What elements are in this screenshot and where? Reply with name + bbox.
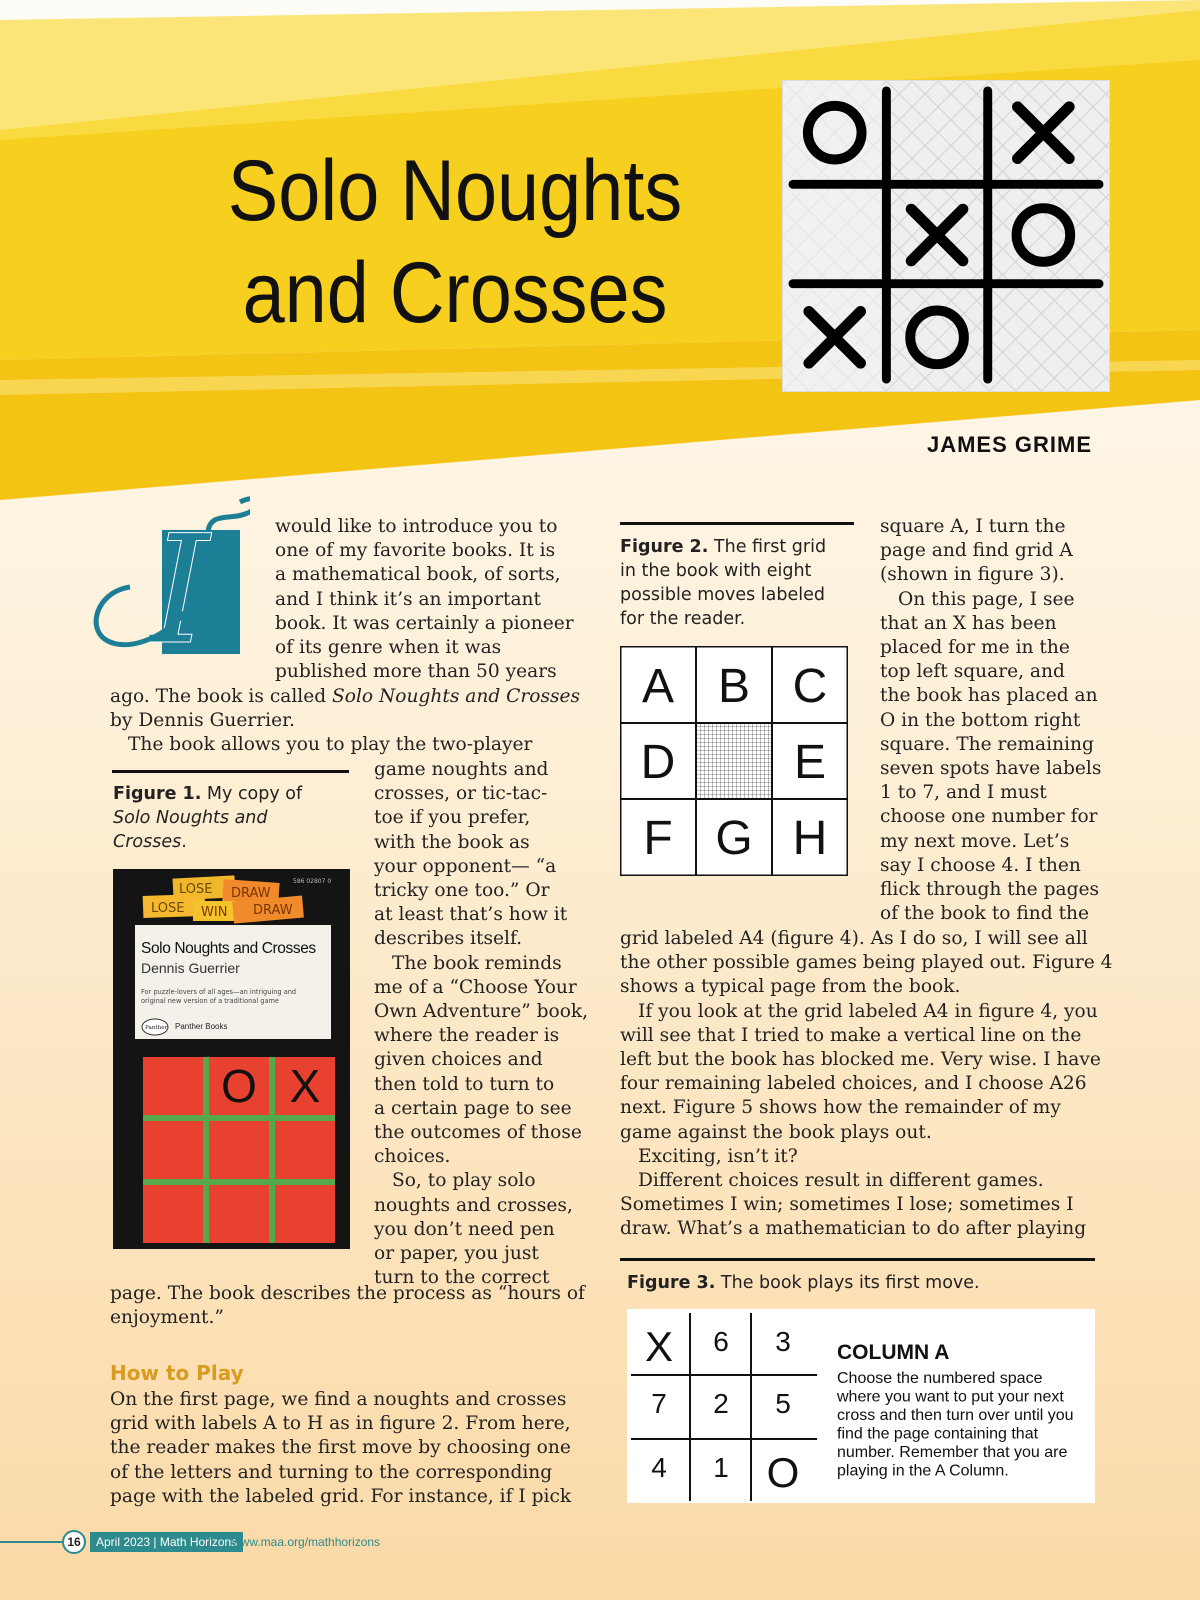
text-line: tricky one too.” Or bbox=[374, 880, 550, 902]
text-line: published more than 50 years bbox=[275, 661, 557, 683]
book-title: Solo Noughts and Crosses bbox=[141, 940, 316, 957]
column1-after-text bbox=[110, 1282, 585, 1330]
page-number: 16 bbox=[62, 1530, 86, 1554]
board-square bbox=[275, 1185, 335, 1243]
text-line bbox=[110, 685, 580, 709]
text-line: the outcomes of those bbox=[374, 1122, 582, 1144]
figure3-image bbox=[627, 1309, 1095, 1503]
instruction-line: find the page containing that bbox=[837, 1425, 1039, 1443]
grid-number: 1 bbox=[713, 1452, 729, 1483]
issue-label: April 2023 | Math Horizons bbox=[90, 1532, 243, 1552]
text-line: Sometimes I win; sometimes I lose; sometimes I bbox=[620, 1194, 1074, 1216]
text-line: Exciting, isn’t it? bbox=[638, 1145, 798, 1167]
bookmark-tab-label: DRAW bbox=[231, 886, 271, 901]
figure2-caption bbox=[620, 535, 860, 631]
text-line: a certain page to see bbox=[374, 1097, 572, 1119]
text-line: game noughts and bbox=[374, 759, 549, 780]
figure3-instructions bbox=[836, 1370, 1074, 1480]
instruction-line: cross and then turn over until you bbox=[837, 1407, 1074, 1424]
text-line: 1 to 7, and I must bbox=[880, 782, 1047, 804]
bookmark-tab-label: WIN bbox=[201, 905, 228, 920]
caption-text: The book plays its first move. bbox=[715, 1273, 980, 1293]
grid-label: G bbox=[715, 812, 753, 865]
text-line: top left square, and bbox=[880, 661, 1065, 683]
text-line: the other possible games being played out. Figure 4 bbox=[620, 952, 1113, 974]
figure2-label: Figure 2. bbox=[620, 537, 709, 557]
text-line: the reader makes the first move by choosing one bbox=[110, 1437, 571, 1459]
text-line: a mathematical book, of sorts, bbox=[275, 564, 561, 586]
caption-text: The first grid bbox=[708, 537, 827, 557]
text-line: page and find grid A bbox=[880, 540, 1073, 562]
text-line: left but the book has blocked me. Very wise. I have bbox=[620, 1049, 1101, 1071]
column1-text bbox=[110, 685, 580, 758]
board-grid-line bbox=[143, 1179, 335, 1185]
caption-line bbox=[113, 806, 353, 830]
text-line: at least that’s how it bbox=[374, 904, 568, 926]
figure1-label: Figure 1. bbox=[113, 784, 202, 804]
text-line: of the letters and turning to the corresponding bbox=[110, 1461, 553, 1483]
text-line: or paper, you just bbox=[374, 1243, 539, 1265]
caption-line: in the book with eight bbox=[620, 561, 812, 581]
caption-line bbox=[620, 535, 860, 559]
instruction-line: where you want to put your next bbox=[837, 1388, 1064, 1406]
book-publisher: Panther Books bbox=[175, 1022, 228, 1031]
grid-label: C bbox=[792, 660, 828, 713]
grid-label: A bbox=[641, 660, 675, 713]
instruction-line: playing in the A Column. bbox=[837, 1462, 1009, 1480]
title-line-2: and Crosses bbox=[242, 245, 668, 341]
grid-label: E bbox=[793, 736, 827, 789]
text-line: square. The remaining bbox=[880, 733, 1094, 755]
grid-mark: X bbox=[644, 1323, 674, 1370]
board-grid-line bbox=[203, 1057, 209, 1243]
svg-text:I: I bbox=[150, 504, 210, 662]
figure3-caption bbox=[627, 1271, 1097, 1295]
instruction-line: number. Remember that you are bbox=[837, 1444, 1068, 1461]
text-line: noughts and crosses, bbox=[374, 1194, 573, 1216]
text-line: my next move. Let’s bbox=[880, 830, 1070, 852]
grid-label: D bbox=[640, 736, 676, 789]
footer-rule bbox=[0, 1541, 64, 1543]
figure1-caption bbox=[113, 782, 353, 854]
board-square bbox=[143, 1185, 203, 1243]
column3-narrow-text bbox=[880, 515, 1101, 926]
drop-cap-letter bbox=[90, 492, 250, 662]
text-line: where the reader is bbox=[374, 1025, 560, 1047]
text-line: book. It was certainly a pioneer bbox=[275, 612, 574, 634]
text-line: choose one number for bbox=[880, 806, 1098, 828]
text-line: next. Figure 5 shows how the remainder of my bbox=[620, 1097, 1061, 1119]
text-line: enjoyment.” bbox=[110, 1307, 224, 1329]
figure2-rule bbox=[620, 522, 854, 525]
grid-number: 4 bbox=[651, 1452, 667, 1483]
board-letter: O bbox=[221, 1060, 257, 1112]
text-line: The book reminds bbox=[392, 952, 562, 974]
text-line: (shown in figure 3). bbox=[880, 564, 1065, 586]
figure3-rule bbox=[620, 1258, 1095, 1261]
board-square bbox=[209, 1121, 269, 1179]
text-line: placed for me in the bbox=[880, 637, 1070, 659]
caption-line bbox=[113, 830, 353, 854]
grid-mark: O bbox=[766, 1449, 800, 1496]
grid-number: 3 bbox=[775, 1326, 791, 1357]
board-letter: X bbox=[289, 1060, 321, 1112]
text-line: flick through the pages bbox=[880, 879, 1100, 901]
book-tagline: For puzzle-lovers of all ages—an intriguing and bbox=[141, 988, 297, 996]
article-title bbox=[187, 140, 724, 344]
text-line: with the book as bbox=[374, 831, 530, 853]
text-line: will see that I tried to make a vertical line on the bbox=[620, 1024, 1082, 1046]
text-line: by Dennis Guerrier. bbox=[110, 710, 295, 732]
text-line: me of a “Choose Your bbox=[374, 976, 577, 998]
grid-number: 2 bbox=[713, 1388, 729, 1419]
figure3-grid bbox=[627, 1309, 1095, 1503]
text-line: the book has placed an bbox=[880, 685, 1098, 707]
text-line: page with the labeled grid. For instance, if I pick bbox=[110, 1485, 572, 1507]
text-line: On this page, I see bbox=[898, 588, 1075, 610]
figure1-rule bbox=[112, 770, 349, 773]
figure3-label: Figure 3. bbox=[627, 1273, 716, 1293]
bookmark-tab-label: LOSE bbox=[151, 901, 185, 916]
bookmark-tab-label: LOSE bbox=[179, 882, 213, 897]
column-title: COLUMN A bbox=[837, 1341, 950, 1364]
board-square bbox=[143, 1121, 203, 1179]
text-line: toe if you prefer, bbox=[374, 807, 531, 829]
text-line: describes itself. bbox=[374, 928, 523, 950]
text-line: four remaining labeled choices, and I choose A26 bbox=[620, 1073, 1087, 1095]
text-line: draw. What’s a mathematician to do after playing bbox=[620, 1218, 1087, 1240]
column3-wide-text bbox=[620, 927, 1113, 1242]
text-line: of the book to find the bbox=[880, 903, 1090, 925]
text-line: O in the bottom right bbox=[880, 709, 1081, 731]
text-line-part: ago. The book is called bbox=[110, 686, 333, 707]
board-square bbox=[275, 1121, 335, 1179]
text-line: square A, I turn the bbox=[880, 516, 1066, 537]
text-line: So, to play solo bbox=[392, 1170, 536, 1192]
text-line: game against the book plays out. bbox=[620, 1121, 932, 1143]
title-line-1: Solo Noughts bbox=[227, 143, 683, 239]
bookmark-tab-label: DRAW bbox=[253, 903, 293, 918]
publisher-logo: Panther bbox=[145, 1025, 168, 1031]
text-line: that an X has been bbox=[880, 612, 1057, 634]
text-line: The book allows you to play the two-player bbox=[128, 734, 533, 756]
figure2-grid bbox=[620, 646, 848, 876]
text-line: you don’t need pen bbox=[374, 1218, 555, 1240]
board-square bbox=[209, 1185, 269, 1243]
book-board bbox=[143, 1057, 335, 1243]
book-title-italic: Solo Noughts and Crosses bbox=[332, 686, 581, 707]
text-line: given choices and bbox=[374, 1049, 543, 1071]
text-line: then told to turn to bbox=[374, 1073, 555, 1095]
book-code: 586 02807 0 bbox=[293, 878, 332, 885]
figure1-book-cover bbox=[113, 869, 350, 1249]
caption-punct: . bbox=[181, 832, 187, 852]
hero-tic-tac-toe-image bbox=[782, 80, 1110, 392]
column1-narrow-text bbox=[374, 758, 588, 1290]
book-tagline: original new version of a traditional game bbox=[141, 997, 279, 1005]
board-square bbox=[143, 1057, 203, 1115]
caption-line bbox=[113, 782, 353, 806]
caption-text: My copy of bbox=[201, 784, 303, 804]
author-name: JAMES GRIME bbox=[926, 432, 1092, 457]
text-line: one of my favorite books. It is bbox=[275, 540, 556, 562]
caption-italic: Crosses bbox=[113, 832, 182, 852]
figure3-cells bbox=[645, 1323, 799, 1496]
board-grid-line bbox=[143, 1115, 335, 1121]
text-line: page. The book describes the process as “hours of bbox=[110, 1283, 585, 1304]
section-heading-how-to-play: How to Play bbox=[110, 1361, 244, 1385]
text-line: would like to introduce you to bbox=[275, 516, 558, 537]
caption-italic: Solo Noughts and bbox=[113, 808, 268, 828]
text-line: Different choices result in different games. bbox=[638, 1170, 1044, 1192]
text-line: choices. bbox=[374, 1146, 451, 1168]
book-author: Dennis Guerrier bbox=[141, 960, 240, 976]
footer-link[interactable]: www.maa.org/mathhorizons bbox=[232, 1535, 381, 1549]
text-line: grid with labels A to H as in figure 2. From here, bbox=[110, 1413, 571, 1435]
text-line: Own Adventure” book, bbox=[374, 1001, 589, 1023]
caption-line: for the reader. bbox=[620, 609, 746, 629]
grid-label: B bbox=[717, 660, 751, 713]
intro-paragraph bbox=[275, 515, 574, 684]
caption-line: possible moves labeled bbox=[620, 585, 825, 605]
grid-number: 5 bbox=[775, 1388, 791, 1419]
text-line: If you look at the grid labeled A4 in figure 4, you bbox=[638, 1000, 1098, 1022]
text-line: shows a typical page from the book. bbox=[620, 976, 961, 998]
grid-number: 6 bbox=[713, 1326, 729, 1357]
text-line: say I choose 4. I then bbox=[880, 854, 1081, 876]
book-cover-image bbox=[113, 869, 350, 1249]
grid-label: H bbox=[792, 812, 828, 865]
text-line: On the first page, we find a noughts and crosses bbox=[110, 1389, 567, 1410]
text-line: grid labeled A4 (figure 4). As I do so, I will see all bbox=[620, 928, 1088, 949]
text-line: crosses, or tic-tac- bbox=[374, 783, 548, 805]
text-line: of its genre when it was bbox=[275, 637, 502, 659]
text-line: seven spots have labels bbox=[880, 758, 1102, 780]
text-line: turn to the correct bbox=[374, 1267, 550, 1289]
text-line: and I think it’s an important bbox=[275, 588, 541, 610]
how-to-play-text bbox=[110, 1388, 571, 1509]
grid-label: F bbox=[643, 812, 673, 865]
board-grid-line bbox=[269, 1057, 275, 1243]
text-line: your opponent— “a bbox=[374, 855, 557, 877]
instruction-line: Choose the numbered space bbox=[837, 1370, 1043, 1387]
grid-number: 7 bbox=[651, 1388, 667, 1419]
